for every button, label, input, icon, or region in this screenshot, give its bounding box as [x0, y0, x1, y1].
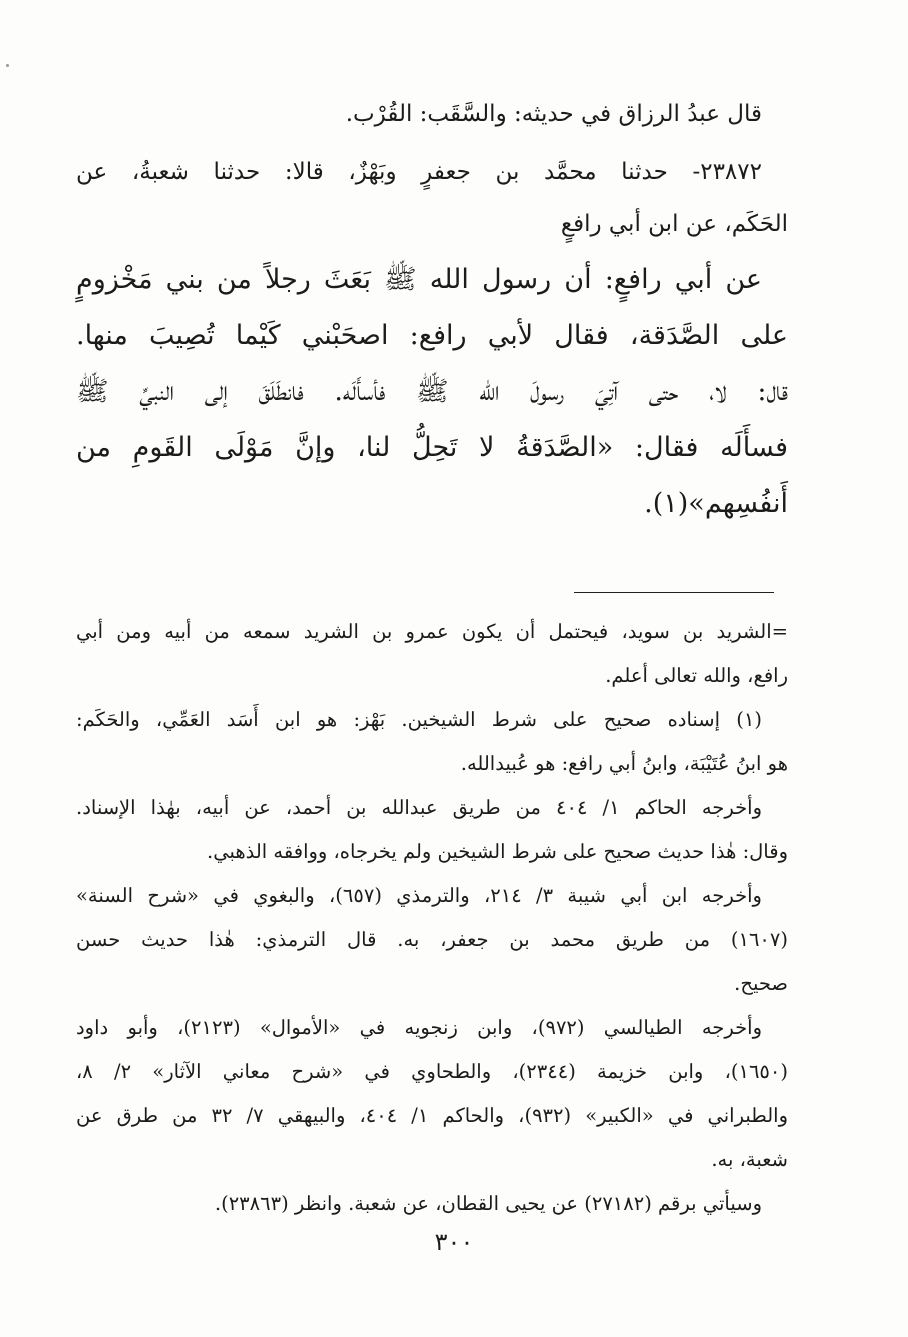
margin-speck — [6, 64, 9, 67]
hadith-body-line: فسأَلَه فقال: «الصَّدَقةُ لا تَحِلُّ لنا، وإنَّ مَوْلَى القَومِ من — [76, 432, 788, 463]
footnote-line: وقال: هٰذا حديث صحيح على شرط الشيخين ولم يخرجاه، ووافقه الذهبي. — [207, 840, 788, 863]
footnote-line: وأخرجه الحاكم ١/ ٤٠٤ من طريق عبدالله بن أحمد، عن أبيه، بهٰذا الإسناد. — [76, 796, 762, 819]
footnotes — [76, 610, 788, 1226]
footnote-line: (١٦٥٠)، وابن خزيمة (٢٣٤٤)، والطحاوي في «شرح معاني الآثار» ٢/ ٨، — [76, 1060, 788, 1083]
hadith-body-line: على الصَّدَقة، فقال لأبي رافع: اصحَبْني كَيْما تُصِيبَ منها. — [76, 320, 788, 351]
hadith-body-line: قال: لا، حتى آتِيَ رسولَ الله ﷺ فأسأَلَه. فانطَلَقَ إلى النبيِّ ﷺ — [76, 376, 788, 407]
footnote-line: رافع، والله تعالى أعلم. — [605, 664, 788, 687]
footnote-line: والطبراني في «الكبير» (٩٣٢)، والحاكم ١/ ٤٠٤، والبيهقي ٧/ ٣٢ من طرق عن — [76, 1104, 789, 1127]
hadith-header-line: الحَكَم، عن ابن أبي رافعٍ — [560, 211, 788, 237]
footnote-separator — [574, 592, 774, 593]
page-number: ٣٠٠ — [434, 1228, 474, 1256]
footnote-line: =الشريد بن سويد، فيحتمل أن يكون عمرو بن الشريد سمعه من أبيه ومن أبي — [76, 620, 788, 643]
footnote-line: وسيأتي برقم (٢٧١٨٢) عن يحيى القطان، عن شعبة. وانظر (٢٣٨٦٣). — [214, 1192, 762, 1215]
footnote-line: وأخرجه الطيالسي (٩٧٢)، وابن زنجويه في «الأموال» (٢١٢٣)، وأبو داود — [76, 1016, 763, 1039]
footnote-line: (١) إسناده صحيح على شرط الشيخين. بَهْز: هو ابن أَسَد العَمِّي، والحَكَم: — [76, 708, 762, 731]
footnote-line: شعبة، به. — [711, 1148, 788, 1171]
footnote-line: (١٦٠٧) من طريق محمد بن جعفر، به. قال الترمذي: هٰذا حديث حسن — [76, 928, 788, 951]
hadith-body-line: عن أبي رافعٍ: أن رسول الله ﷺ بَعَثَ رجلاً من بني مَخْزومٍ — [76, 264, 762, 295]
footnote-line: وأخرجه ابن أبي شيبة ٣/ ٢١٤، والترمذي (٦٥٧)، والبغوي في «شرح السنة» — [76, 884, 762, 907]
hadith-body — [76, 252, 788, 532]
footnote-line: هو ابنُ عُتَيْبَة، وابنُ أبي رافع: هو عُبيدالله. — [460, 752, 788, 775]
footnote-line: صحيح. — [734, 972, 788, 995]
hadith-body-line: أَنفُسِهم»(١). — [644, 488, 788, 519]
hadith-header — [76, 146, 788, 250]
hadith-header-line: ٢٣٨٧٢- حدثنا محمَّد بن جعفرٍ وبَهْزٌ، قالا: حدثنا شعبةُ، عن — [76, 159, 762, 185]
top-note-line: قال عبدُ الرزاق في حديثه: والسَّقَب: القُرْب. — [345, 101, 762, 127]
top-note — [76, 88, 788, 140]
